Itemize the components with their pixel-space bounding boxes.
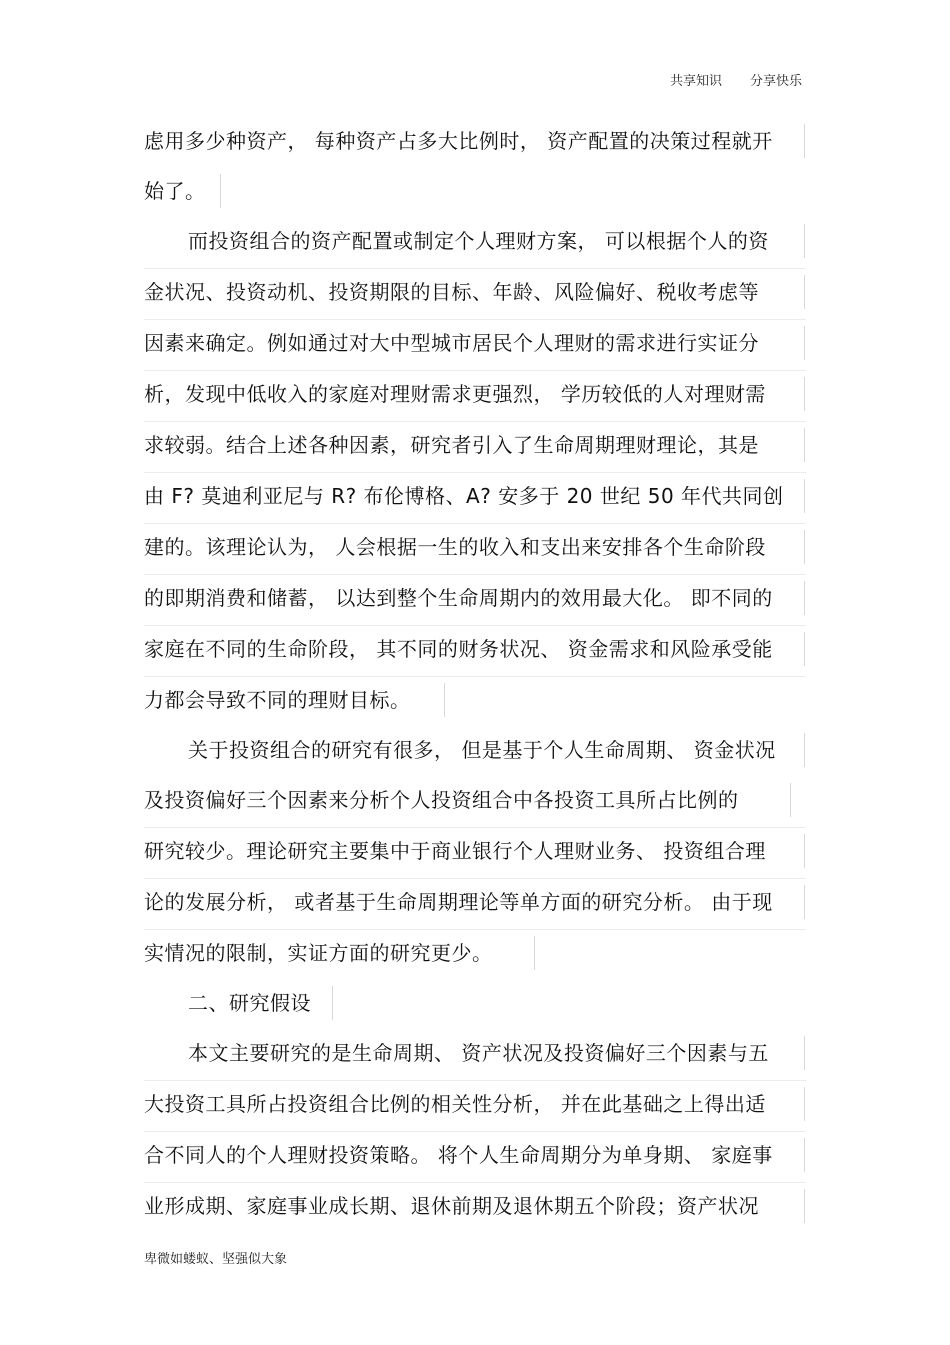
scan-edge (534, 936, 535, 970)
text-line (144, 574, 806, 625)
scan-edge (804, 377, 805, 411)
line-text: 析，发现中低收入的家庭对理财需求更强烈， 学历较低的人对理财需 (144, 382, 766, 406)
scan-edge (804, 834, 805, 868)
text-line (144, 676, 806, 727)
paragraph-start-line (144, 218, 806, 268)
line-text: 论的发展分析， 或者基于生命周期理论等单方面的研究分析。 由于现 (144, 890, 773, 914)
scan-edge (804, 885, 805, 919)
scan-edge (804, 1036, 805, 1070)
line-text: 金状况、投资动机、投资期限的目标、年龄、风险偏好、税收考虑等 (144, 280, 759, 304)
line-text: 家庭在不同的生命阶段， 其不同的财务状况、 资金需求和风险承受能 (144, 637, 773, 661)
scan-edge (804, 632, 805, 666)
text-line (144, 168, 806, 218)
scan-edge (804, 581, 805, 615)
scan-edge (804, 275, 805, 309)
text-line (144, 1080, 806, 1131)
line-text: 力都会导致不同的理财目标。 (144, 688, 411, 712)
text-line (144, 319, 806, 370)
scan-edge (804, 1189, 805, 1223)
text-line (144, 421, 806, 472)
text-line (144, 268, 806, 319)
line-text: 大投资工具所占投资组合比例的相关性分析， 并在此基础之上得出适 (144, 1092, 766, 1116)
scan-edge (804, 530, 805, 564)
scan-edge (804, 124, 805, 158)
scan-edge (220, 174, 221, 208)
text-line (144, 827, 806, 878)
line-text: 虑用多少种资产， 每种资产占多大比例时， 资产配置的决策过程就开 (144, 129, 773, 153)
line-text: 研究较少。理论研究主要集中于商业银行个人理财业务、 投资组合理 (144, 839, 766, 863)
scan-edge (444, 683, 445, 717)
scan-edge (790, 783, 791, 817)
line-text: 的即期消费和储蓄， 以达到整个生命周期内的效用最大化。 即不同的 (144, 586, 773, 610)
text-line (144, 929, 806, 980)
header-right-text: 分享快乐 (749, 74, 802, 89)
text-line (144, 625, 806, 676)
line-text: 求较弱。结合上述各种因素，研究者引入了生命周期理财理论，其是 (144, 433, 759, 457)
scan-edge (804, 1087, 805, 1121)
scan-edge (804, 224, 805, 258)
line-text: 业形成期、家庭事业成长期、退休前期及退休期五个阶段；资产状况 (144, 1194, 759, 1218)
paragraph-start-line (144, 727, 806, 777)
text-line (144, 370, 806, 421)
scan-edge (804, 733, 805, 767)
line-text: 由 F? 莫迪利亚尼与 R? 布伦博格、A? 安多于 20 世纪 50 年代共同创 (144, 484, 784, 508)
line-text: 因素来确定。例如通过对大中型城市居民个人理财的需求进行实证分 (144, 331, 759, 355)
line-text: 实情况的限制，实证方面的研究更少。 (144, 941, 493, 965)
line-text: 本文主要研究的是生命周期、 资产状况及投资偏好三个因素与五 (188, 1041, 769, 1065)
text-line (144, 472, 806, 523)
page-header (670, 70, 802, 89)
header-left-text: 共享知识 (669, 74, 722, 89)
scan-edge (804, 479, 805, 513)
page-footer: 卑微如蝼蚁、坚强似大象 (144, 1252, 288, 1267)
scan-edge (804, 326, 805, 360)
line-text: 及投资偏好三个因素来分析个人投资组合中各投资工具所占比例的 (144, 788, 739, 812)
text-line (144, 1182, 806, 1233)
text-line (144, 118, 806, 168)
line-text: 建的。该理论认为， 人会根据一生的收入和支出来安排各个生命阶段 (144, 535, 766, 559)
heading-text: 二、研究假设 (188, 991, 311, 1015)
line-text: 始了。 (144, 179, 206, 203)
document-body (144, 118, 806, 1233)
line-text: 而投资组合的资产配置或制定个人理财方案， 可以根据个人的资 (188, 229, 769, 253)
scan-edge (804, 1138, 805, 1172)
line-text: 关于投资组合的研究有很多， 但是基于个人生命周期、 资金状况 (188, 738, 776, 762)
text-line (144, 777, 806, 827)
paragraph-start-line (144, 1030, 806, 1080)
scan-edge (804, 428, 805, 462)
section-heading (144, 980, 806, 1030)
text-line (144, 1131, 806, 1182)
text-line (144, 523, 806, 574)
line-text: 合不同人的个人理财投资策略。 将个人生命周期分为单身期、 家庭事 (144, 1143, 773, 1167)
text-line (144, 878, 806, 929)
scan-edge (332, 986, 333, 1020)
